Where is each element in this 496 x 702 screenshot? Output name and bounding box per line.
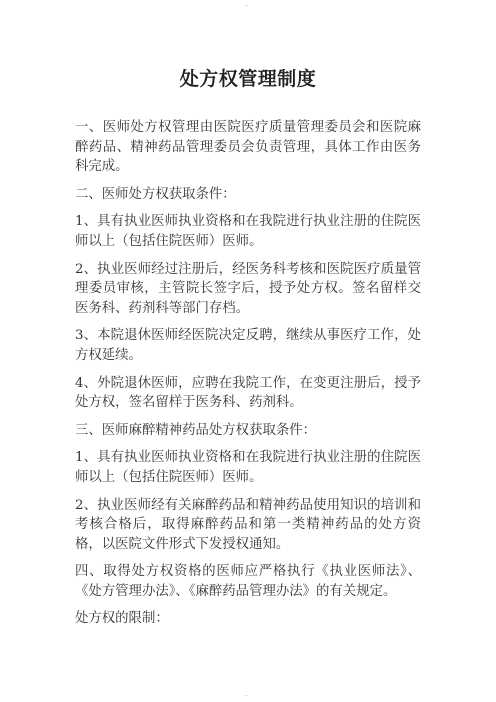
document-title: 处方权管理制度 <box>179 68 317 90</box>
paragraph-2: 二、医师处方权获取条件： <box>75 186 236 202</box>
paragraph-5: 3、本院退休医师经医院决定反聘，继续从事医疗工作，处方权延续。 <box>75 328 421 363</box>
paragraph-10: 四、取得处方权资格的医师应严格执行《执业医师法》、《处方管理办法》、《麻醉药品管理办法》的有关规定。 <box>75 564 421 599</box>
paragraph-6: 4、外院退休医师，应聘在我院工作，在变更注册后，授予处方权，签名留样于医务科、药剂科。 <box>75 375 421 411</box>
paragraph-11: 处方权的限制： <box>75 611 169 627</box>
paragraph-7: 三、医师麻醉精神药品处方权获取条件： <box>75 422 317 438</box>
paragraph-8: 1、具有执业医师执业资格和在我院进行执业注册的住院医师以上（包括住院医师）医师。 <box>75 450 421 485</box>
paragraph-3: 1、具有执业医师执业资格和在我院进行执业注册的住院医师以上（包括住院医师）医师。 <box>75 214 421 249</box>
document-body <box>75 118 421 637</box>
paragraph-9: 2、执业医师经有关麻醉药品和精神药品使用知识的培训和考核合格后，取得麻醉药品和第一类精神药品的处方资格，以医院文件形式下发授权通知。 <box>75 497 421 552</box>
page-mark-bottom <box>245 695 248 696</box>
paragraph-1: 一、医师处方权管理由医院医疗质量管理委员会和医院麻醉药品、精神药品管理委员会负责管理，具体工作由医务科完成。 <box>75 120 421 175</box>
paragraph-4: 2、执业医师经过注册后，经医务科考核和医院医疗质量管理委员审核，主管院长签字后，授予处方权。签名留样交医务科、药剂科等部门存档。 <box>75 261 421 316</box>
page-mark-top <box>245 5 248 6</box>
